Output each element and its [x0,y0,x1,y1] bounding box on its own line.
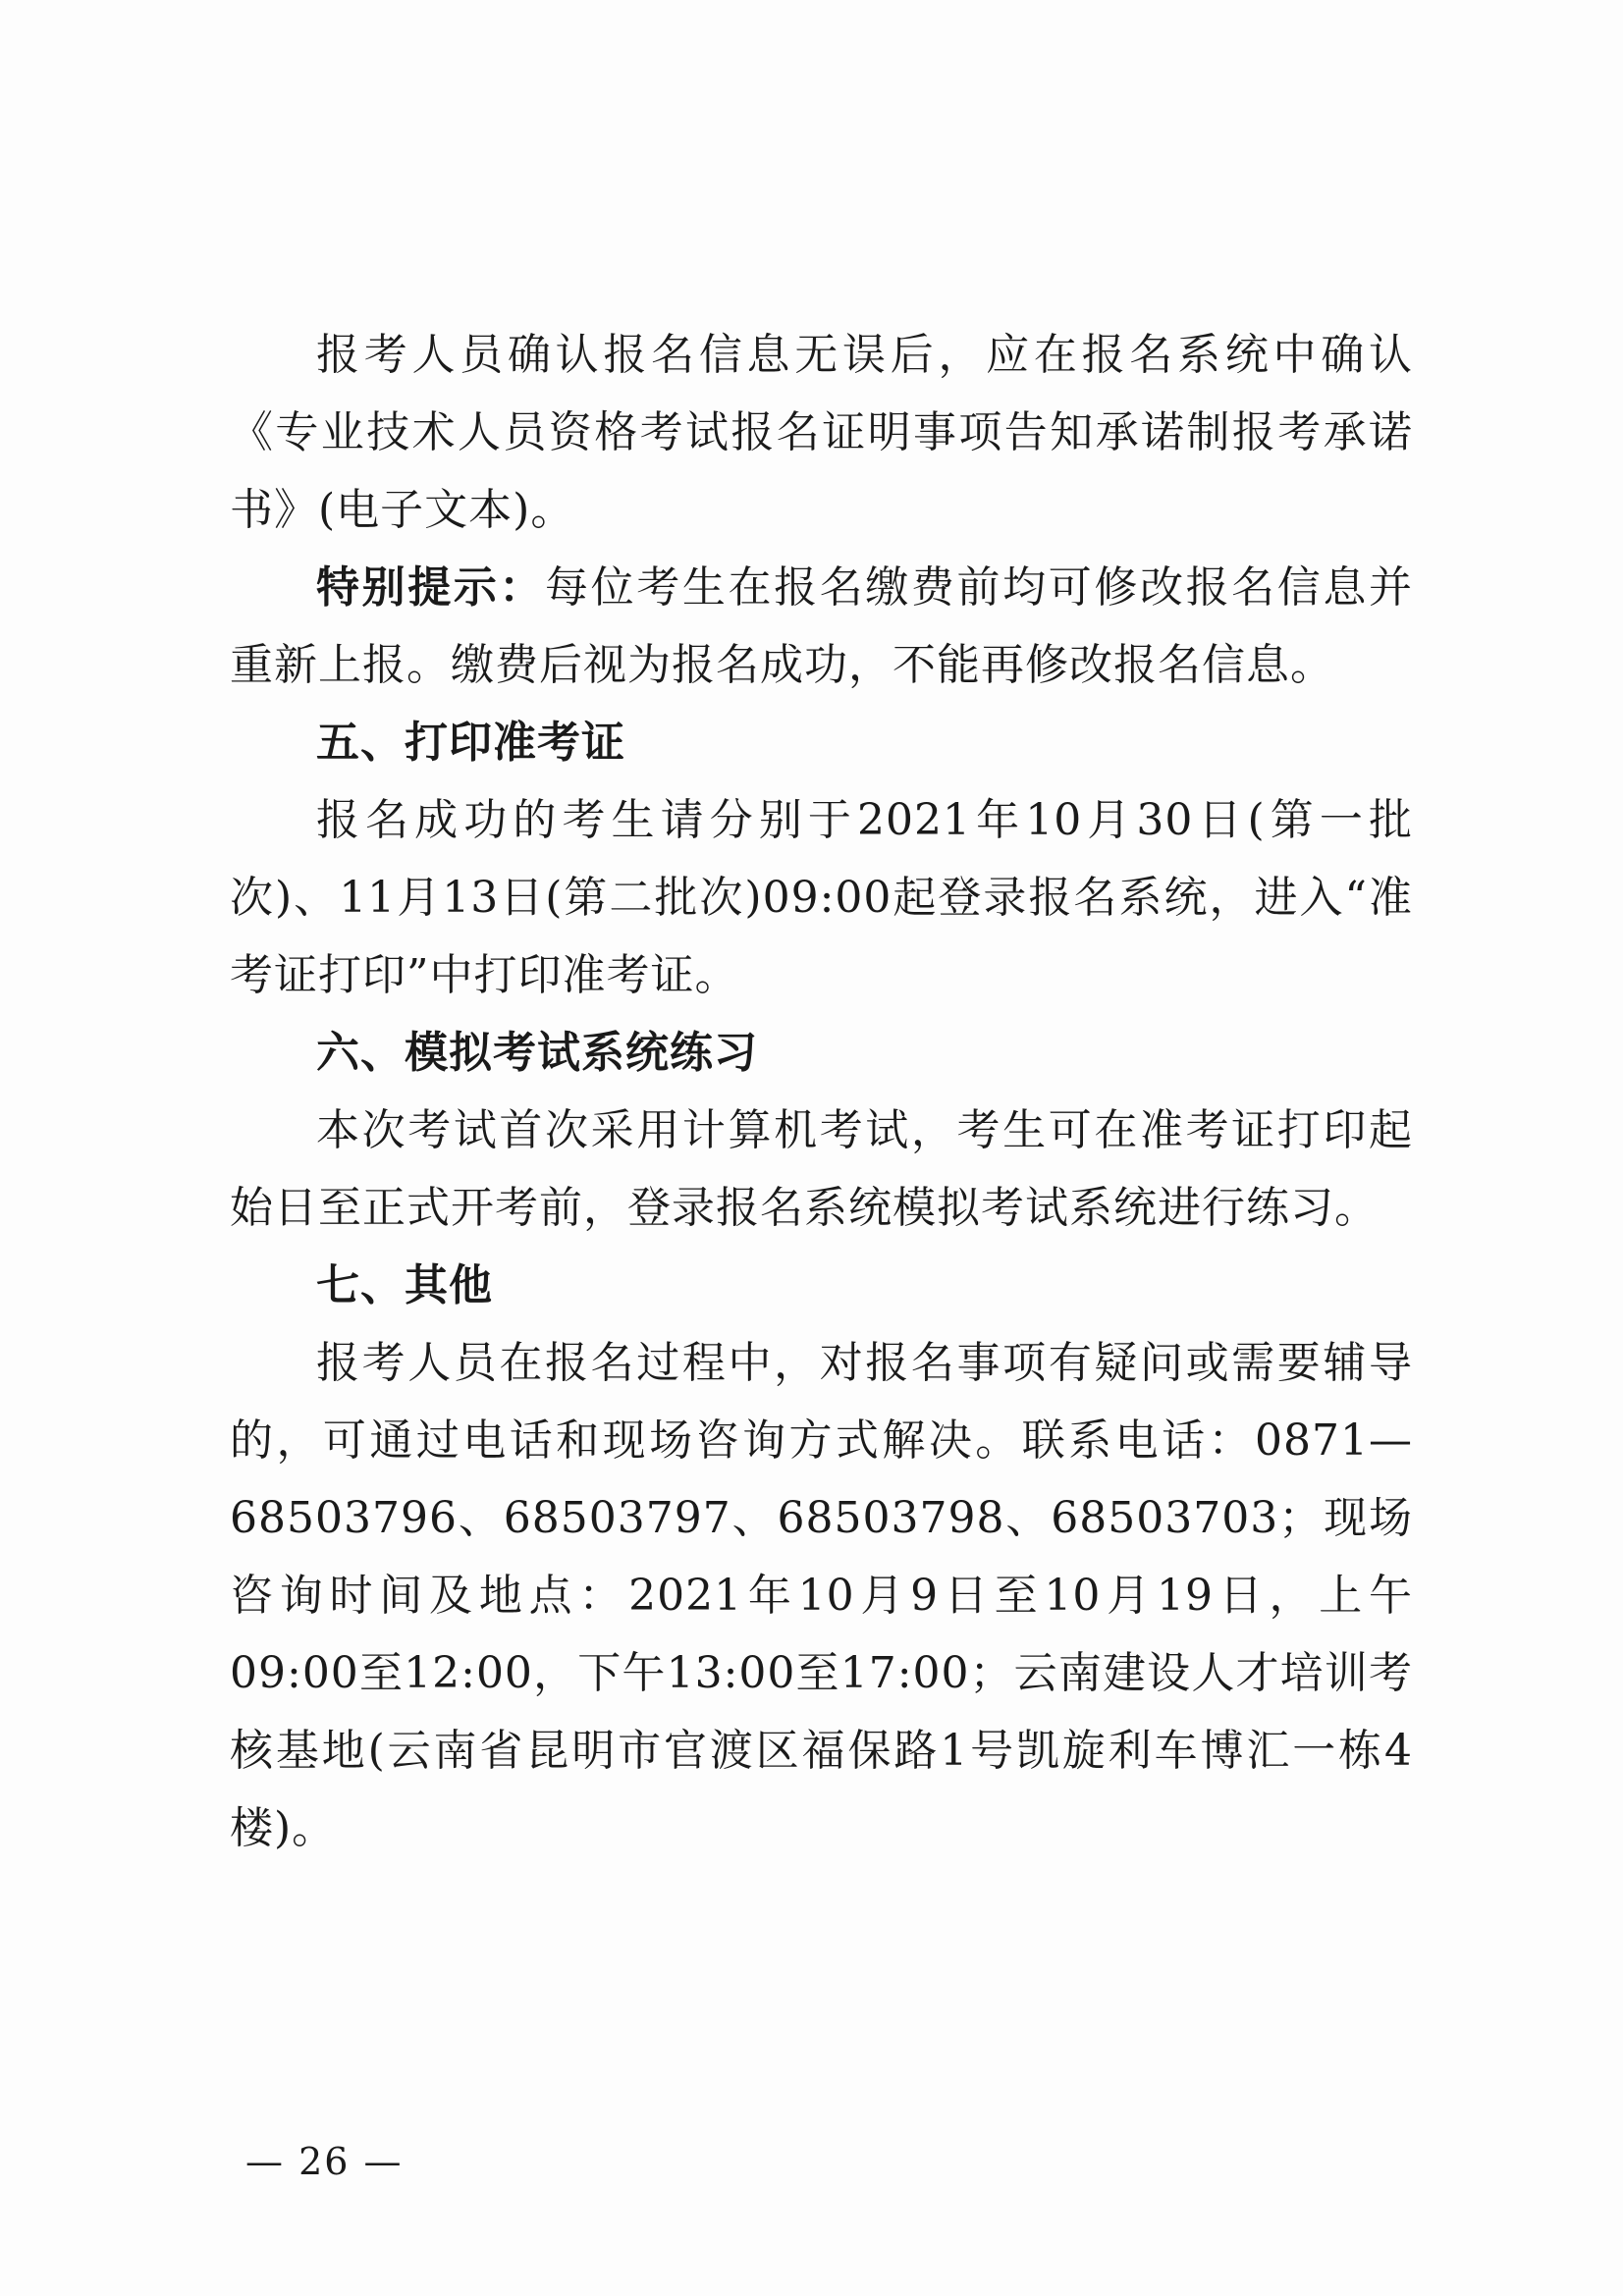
heading-other: 七、其他 [316,1260,493,1310]
paragraph-mock-exam: 本次考试首次采用计算机考试，考生可在准考证打印起始日至正式开考前，登录报名系统模拟考试系统进行练习。 [230,1105,1413,1233]
heading-mock-exam: 六、模拟考试系统练习 [316,1028,758,1078]
document-body [230,316,1413,1867]
page-number: — 26 — [245,2140,404,2183]
paragraph-confirm-commitment: 报考人员确认报名信息无误后，应在报名系统中确认《专业技术人员资格考试报名证明事项告知承诺制报考承诺书》(电子文本)。 [230,330,1413,535]
special-notice-label: 特别提示： [316,562,546,613]
special-notice-text: 每位考生在报名缴费前均可修改报名信息并重新上报。缴费后视为报名成功，不能再修改报名信息。 [230,562,1414,690]
paragraph-special-notice [230,549,1413,704]
heading-print-admission: 五、打印准考证 [316,718,625,768]
paragraph-print-admission: 报名成功的考生请分别于2021年10月30日(第一批次)、11月13日(第二批次)09:00起登录报名系统，进入“准考证打印”中打印准考证。 [230,795,1413,1000]
paragraph-other: 报考人员在报名过程中，对报名事项有疑问或需要辅导的，可通过电话和现场咨询方式解决。联系电话：0871—68503796、68503797、68503798、68503703；现场咨询时间及地点：2021年10月9日至10月19日，上午09:00至12:00，下午13:00至17:00；云南建设人才培训考核基地(云南省昆明市官渡区福保路1号凯旋利车博汇一栋4楼)。 [230,1338,1413,1853]
